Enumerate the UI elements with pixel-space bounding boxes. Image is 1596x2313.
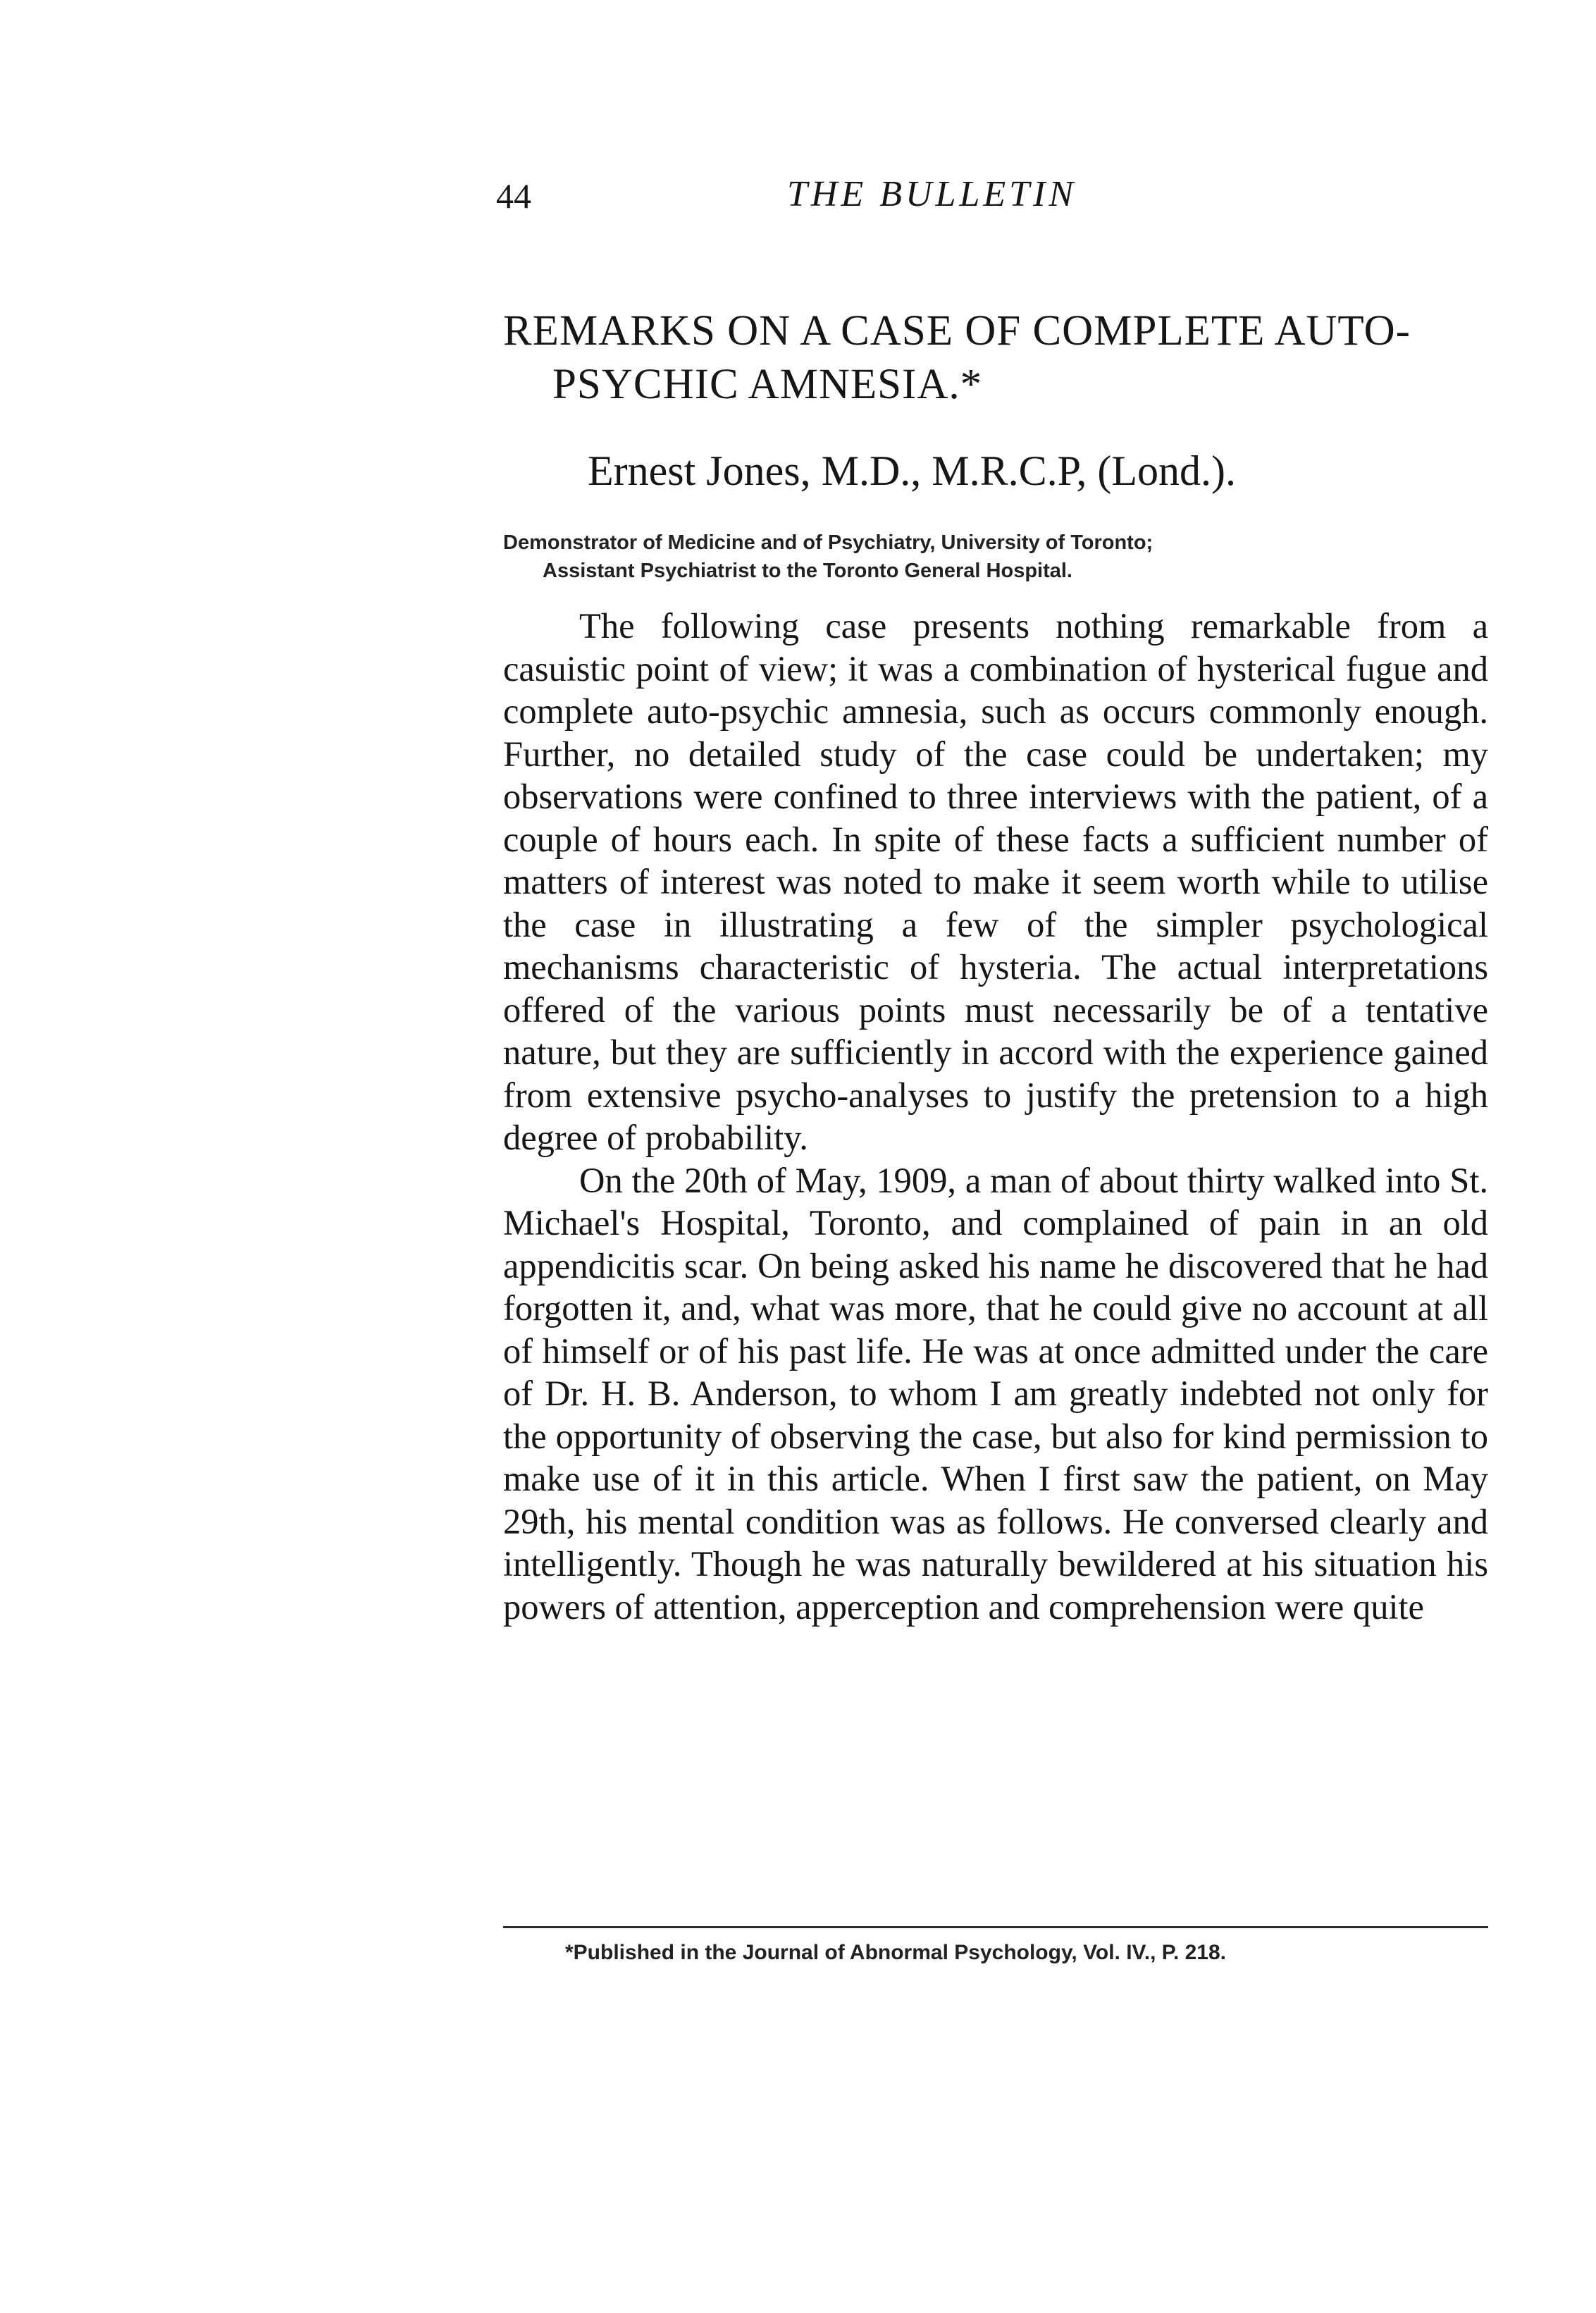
- running-head: THE BULLETIN: [787, 174, 1077, 214]
- article-title: [503, 304, 1532, 412]
- page-number: 44: [496, 176, 531, 216]
- footnote: *Published in the Journal of Abnormal Psychology, Vol. IV., P. 218.: [565, 1941, 1226, 1964]
- body-paragraph-2: On the 20th of May, 1909, a man of about thirty walked into St. Michael's Hospital, Toronto, and complained of pain in an old appendicitis scar. On being asked his name he discovered that he had forgotten it, and, what was more, that he could give no account at all of himself or of his past life. He was at once admitted under the care of Dr. H. B. Anderson, to whom I am greatly indebted not only for the opportunity of observing the case, but also for kind permission to make use of it in this article. When I first saw the patient, on May 29th, his mental condition was as follows. He conversed clearly and intelligently. Though he was naturally bewildered at his situation his powers of attention, apperception and comprehension were quite: [503, 1160, 1488, 1627]
- author-byline: Ernest Jones, M.D., M.R.C.P, (Lond.).: [588, 448, 1237, 494]
- affiliation-line-2: Assistant Psychiatrist to the Toronto General Hospital.: [543, 560, 1072, 582]
- article-title-line-2: PSYCHIC AMNESIA.*: [552, 361, 983, 408]
- body-paragraph-1: The following case presents nothing remarkable from a casuistic point of view; it was a combination of hysterical fugue and complete auto-psychic amnesia, such as occurs commonly enough. Further, no detailed study of the case could be undertaken; my observations were confined to three interviews with the patient, of a couple of hours each. In spite of these facts a sufficient number of matters of interest was noted to make it seem worth while to utilise the case in illustrating a few of the simpler psychological mechanisms characteristic of hysteria. The actual interpretations offered of the various points must necessarily be of a tentative nature, but they are sufficiently in accord with the experience gained from extensive psycho-analyses to justify the pretension to a high degree of probability.: [503, 606, 1488, 1157]
- affiliation-line-1: Demonstrator of Medicine and of Psychiatry, University of Toronto;: [503, 531, 1153, 554]
- article-body: [503, 605, 1488, 1628]
- article-title-line-1: REMARKS ON A CASE OF COMPLETE AUTO-: [503, 307, 1411, 354]
- footnote-divider: [503, 1926, 1488, 1928]
- author-affiliation: [503, 529, 1511, 585]
